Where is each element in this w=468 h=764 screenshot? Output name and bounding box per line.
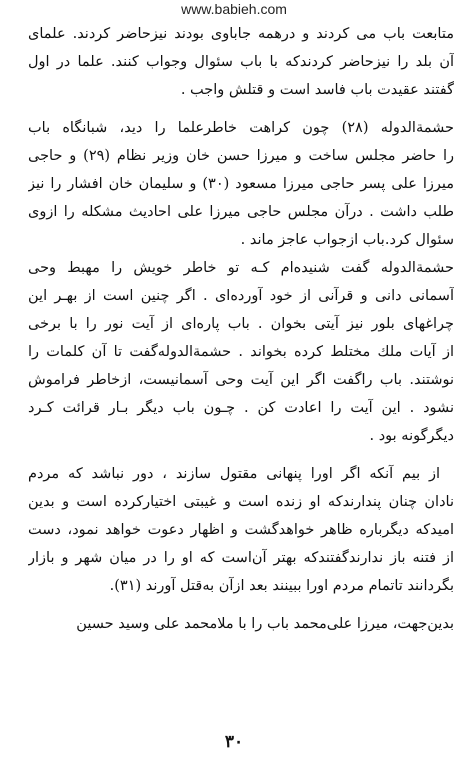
watermark-url: www.babieh.com xyxy=(181,1,287,17)
text-line: آن بلد را نیزحاضر کردندکه با باب سئوال وجواب کنند. علما در اول xyxy=(28,54,454,70)
text-line: سئوال کرد.باب ازجواب عاجز ماند . xyxy=(240,232,454,248)
text-line: میرزا علی پسر حاجی میرزا مسعود (۳۰) و سلیمان خان افشار را نیز xyxy=(28,176,454,192)
text-line: نوشتند. باب راگفت اگر این آیت وحی آسمانیست، ازخاطر فراموش xyxy=(28,372,454,388)
paragraph-1 xyxy=(28,20,454,104)
text-line: گفتند عقیدت باب فاسد است و قتلش واجب . xyxy=(180,82,454,98)
text-line: از آیات ملك مختلط کرده بخواند . حشمةالدوله‌گفت تا آن کلمات را xyxy=(28,344,454,360)
paragraph-2 xyxy=(28,114,454,254)
paragraph-3 xyxy=(28,254,454,450)
page-number: ۳۰ xyxy=(224,732,244,752)
text-line: بدین‌جهت، میرزا علی‌محمد باب را با ملامحمد علی وسید حسین xyxy=(76,616,454,632)
page-body xyxy=(28,20,454,638)
text-line: چراغهای بلور نیز آیتی بخوان . باب پاره‌ای از آیت نور را با برخی xyxy=(28,316,454,332)
text-line: حشمةالدوله گفت شنیده‌ام کـه تو خاطر خویش را مهبط وحی xyxy=(28,260,454,276)
text-line: امیدکه دیگرباره ظاهر خواهدگشت و اظهار دعوت خواهد نمود، دست xyxy=(28,522,454,538)
text-line: از فتنه باز ندارندگفتندکه بهتر آن‌است که او را در میان شهر و بازار xyxy=(28,550,454,566)
text-line: متابعت باب می کردند و درهمه جاباوی بودند نیزحاضر کردند. علمای xyxy=(28,26,454,42)
text-line: دیگرگونه بود . xyxy=(369,428,454,444)
text-line: از بیم آنکه اگر اورا پنهانی مقتول سازند ، دور نباشد که مردم xyxy=(28,466,440,482)
text-line: نادان چنان پندارندکه او زنده است و غیبتی اختیارکرده است و بدین xyxy=(28,494,454,510)
text-line: حشمةالدوله (۲۸) چون کراهت خاطرعلما را دید، شبانگاه باب xyxy=(28,120,454,136)
text-line: نشود . این آیت را اعادت کن . چـون باب دیگر بـار قرائت کـرد xyxy=(28,400,454,416)
paragraph-5 xyxy=(28,610,454,638)
text-line: طلب داشت . درآن مجلس حاجی میرزا علی احادیث مشکله را ازوی xyxy=(28,204,454,220)
text-line: بگردانند تاتمام مردم اورا ببینند بعد ازآن به‌قتل آورند (۳۱). xyxy=(109,578,454,594)
paragraph-4 xyxy=(28,460,454,600)
text-line: را حاضر مجلس ساخت و میرزا حسن خان وزیر نظام (۲۹) و حاجی xyxy=(28,148,454,164)
text-line: آسمانی دانی و قرآنی از خود آورده‌ای . اگر چنین است از بهـر این xyxy=(28,288,454,304)
